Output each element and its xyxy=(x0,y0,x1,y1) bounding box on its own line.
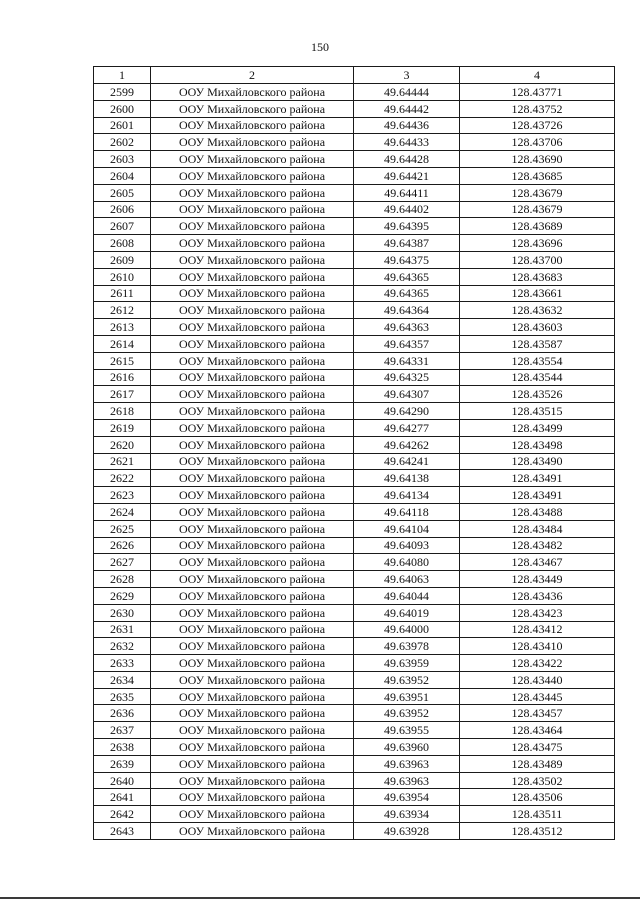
longitude-cell: 128.43696 xyxy=(460,235,615,252)
organization-cell: ООУ Михайловского района xyxy=(151,201,354,218)
organization-cell: ООУ Михайловского района xyxy=(151,302,354,319)
table-body xyxy=(94,84,615,840)
organization-cell: ООУ Михайловского района xyxy=(151,823,354,840)
longitude-cell: 128.43603 xyxy=(460,319,615,336)
latitude-cell: 49.63963 xyxy=(354,772,460,789)
longitude-cell: 128.43422 xyxy=(460,655,615,672)
table-row xyxy=(94,453,615,470)
row-number-cell: 2614 xyxy=(94,335,151,352)
organization-cell: ООУ Михайловского района xyxy=(151,403,354,420)
organization-cell: ООУ Михайловского района xyxy=(151,285,354,302)
latitude-cell: 49.63934 xyxy=(354,806,460,823)
coordinates-table-container xyxy=(93,66,615,840)
organization-cell: ООУ Михайловского района xyxy=(151,520,354,537)
organization-cell: ООУ Михайловского района xyxy=(151,655,354,672)
organization-cell: ООУ Михайловского района xyxy=(151,335,354,352)
longitude-cell: 128.43771 xyxy=(460,84,615,101)
latitude-cell: 49.63960 xyxy=(354,739,460,756)
row-number-cell: 2618 xyxy=(94,403,151,420)
organization-cell: ООУ Михайловского района xyxy=(151,352,354,369)
latitude-cell: 49.64363 xyxy=(354,319,460,336)
latitude-cell: 49.64428 xyxy=(354,151,460,168)
row-number-cell: 2605 xyxy=(94,184,151,201)
row-number-cell: 2640 xyxy=(94,772,151,789)
organization-cell: ООУ Михайловского района xyxy=(151,319,354,336)
row-number-cell: 2621 xyxy=(94,453,151,470)
longitude-cell: 128.43445 xyxy=(460,688,615,705)
row-number-cell: 2599 xyxy=(94,84,151,101)
table-row xyxy=(94,285,615,302)
organization-cell: ООУ Михайловского района xyxy=(151,739,354,756)
organization-cell: ООУ Михайловского района xyxy=(151,419,354,436)
latitude-cell: 49.64325 xyxy=(354,369,460,386)
row-number-cell: 2602 xyxy=(94,134,151,151)
organization-cell: ООУ Михайловского района xyxy=(151,235,354,252)
row-number-cell: 2628 xyxy=(94,571,151,588)
longitude-cell: 128.43700 xyxy=(460,251,615,268)
row-number-cell: 2636 xyxy=(94,705,151,722)
table-row xyxy=(94,151,615,168)
bottom-scan-edge xyxy=(0,897,640,899)
latitude-cell: 49.64433 xyxy=(354,134,460,151)
latitude-cell: 49.64421 xyxy=(354,167,460,184)
latitude-cell: 49.64080 xyxy=(354,554,460,571)
row-number-cell: 2600 xyxy=(94,100,151,117)
row-number-cell: 2630 xyxy=(94,604,151,621)
longitude-cell: 128.43752 xyxy=(460,100,615,117)
table-row xyxy=(94,621,615,638)
table-row xyxy=(94,722,615,739)
longitude-cell: 128.43423 xyxy=(460,604,615,621)
latitude-cell: 49.64138 xyxy=(354,470,460,487)
table-row xyxy=(94,571,615,588)
organization-cell: ООУ Михайловского района xyxy=(151,100,354,117)
page-number: 150 xyxy=(311,40,329,54)
longitude-cell: 128.43679 xyxy=(460,184,615,201)
row-number-cell: 2641 xyxy=(94,789,151,806)
longitude-cell: 128.43491 xyxy=(460,470,615,487)
latitude-cell: 49.63963 xyxy=(354,755,460,772)
table-row xyxy=(94,789,615,806)
table-row xyxy=(94,520,615,537)
latitude-cell: 49.64365 xyxy=(354,285,460,302)
latitude-cell: 49.64277 xyxy=(354,419,460,436)
latitude-cell: 49.64365 xyxy=(354,268,460,285)
longitude-cell: 128.43488 xyxy=(460,503,615,520)
latitude-cell: 49.63978 xyxy=(354,638,460,655)
row-number-cell: 2607 xyxy=(94,218,151,235)
latitude-cell: 49.64436 xyxy=(354,117,460,134)
longitude-cell: 128.43706 xyxy=(460,134,615,151)
row-number-cell: 2601 xyxy=(94,117,151,134)
organization-cell: ООУ Михайловского района xyxy=(151,571,354,588)
longitude-cell: 128.43683 xyxy=(460,268,615,285)
latitude-cell: 49.64019 xyxy=(354,604,460,621)
row-number-cell: 2637 xyxy=(94,722,151,739)
row-number-cell: 2643 xyxy=(94,823,151,840)
longitude-cell: 128.43440 xyxy=(460,671,615,688)
organization-cell: ООУ Михайловского района xyxy=(151,503,354,520)
latitude-cell: 49.64411 xyxy=(354,184,460,201)
table-row xyxy=(94,638,615,655)
table-row xyxy=(94,403,615,420)
table-row xyxy=(94,100,615,117)
organization-cell: ООУ Михайловского района xyxy=(151,117,354,134)
longitude-cell: 128.43689 xyxy=(460,218,615,235)
row-number-cell: 2611 xyxy=(94,285,151,302)
table-row xyxy=(94,302,615,319)
table-row xyxy=(94,823,615,840)
row-number-cell: 2625 xyxy=(94,520,151,537)
longitude-cell: 128.43554 xyxy=(460,352,615,369)
longitude-cell: 128.43685 xyxy=(460,167,615,184)
header-cell-longitude: 4 xyxy=(460,67,615,84)
table-row xyxy=(94,134,615,151)
row-number-cell: 2612 xyxy=(94,302,151,319)
row-number-cell: 2619 xyxy=(94,419,151,436)
row-number-cell: 2624 xyxy=(94,503,151,520)
row-number-cell: 2608 xyxy=(94,235,151,252)
header-cell-number: 1 xyxy=(94,67,151,84)
longitude-cell: 128.43506 xyxy=(460,789,615,806)
table-row xyxy=(94,487,615,504)
organization-cell: ООУ Михайловского района xyxy=(151,772,354,789)
organization-cell: ООУ Михайловского района xyxy=(151,671,354,688)
table-row xyxy=(94,705,615,722)
organization-cell: ООУ Михайловского района xyxy=(151,789,354,806)
organization-cell: ООУ Михайловского района xyxy=(151,537,354,554)
latitude-cell: 49.63952 xyxy=(354,671,460,688)
latitude-cell: 49.64000 xyxy=(354,621,460,638)
organization-cell: ООУ Михайловского района xyxy=(151,755,354,772)
longitude-cell: 128.43489 xyxy=(460,755,615,772)
organization-cell: ООУ Михайловского района xyxy=(151,487,354,504)
row-number-cell: 2604 xyxy=(94,167,151,184)
longitude-cell: 128.43726 xyxy=(460,117,615,134)
table-row xyxy=(94,537,615,554)
organization-cell: ООУ Михайловского района xyxy=(151,470,354,487)
organization-cell: ООУ Михайловского района xyxy=(151,722,354,739)
organization-cell: ООУ Михайловского района xyxy=(151,604,354,621)
table-row xyxy=(94,167,615,184)
row-number-cell: 2627 xyxy=(94,554,151,571)
latitude-cell: 49.63959 xyxy=(354,655,460,672)
longitude-cell: 128.43449 xyxy=(460,571,615,588)
table-row xyxy=(94,755,615,772)
longitude-cell: 128.43467 xyxy=(460,554,615,571)
organization-cell: ООУ Михайловского района xyxy=(151,167,354,184)
longitude-cell: 128.43544 xyxy=(460,369,615,386)
table-row xyxy=(94,251,615,268)
row-number-cell: 2635 xyxy=(94,688,151,705)
table-row xyxy=(94,184,615,201)
organization-cell: ООУ Михайловского района xyxy=(151,436,354,453)
longitude-cell: 128.43491 xyxy=(460,487,615,504)
organization-cell: ООУ Михайловского района xyxy=(151,251,354,268)
row-number-cell: 2603 xyxy=(94,151,151,168)
table-row xyxy=(94,436,615,453)
table-row xyxy=(94,218,615,235)
row-number-cell: 2632 xyxy=(94,638,151,655)
table-row xyxy=(94,319,615,336)
row-number-cell: 2626 xyxy=(94,537,151,554)
longitude-cell: 128.43457 xyxy=(460,705,615,722)
table-row xyxy=(94,470,615,487)
organization-cell: ООУ Михайловского района xyxy=(151,134,354,151)
longitude-cell: 128.43498 xyxy=(460,436,615,453)
latitude-cell: 49.64134 xyxy=(354,487,460,504)
latitude-cell: 49.64044 xyxy=(354,587,460,604)
organization-cell: ООУ Михайловского района xyxy=(151,218,354,235)
row-number-cell: 2633 xyxy=(94,655,151,672)
longitude-cell: 128.43587 xyxy=(460,335,615,352)
header-cell-latitude: 3 xyxy=(354,67,460,84)
table-row xyxy=(94,352,615,369)
table-row xyxy=(94,386,615,403)
longitude-cell: 128.43690 xyxy=(460,151,615,168)
table-row xyxy=(94,688,615,705)
latitude-cell: 49.64290 xyxy=(354,403,460,420)
organization-cell: ООУ Михайловского района xyxy=(151,369,354,386)
row-number-cell: 2642 xyxy=(94,806,151,823)
table-row xyxy=(94,806,615,823)
row-number-cell: 2616 xyxy=(94,369,151,386)
longitude-cell: 128.43511 xyxy=(460,806,615,823)
table-row xyxy=(94,604,615,621)
longitude-cell: 128.43490 xyxy=(460,453,615,470)
longitude-cell: 128.43679 xyxy=(460,201,615,218)
organization-cell: ООУ Михайловского района xyxy=(151,184,354,201)
organization-cell: ООУ Михайловского района xyxy=(151,587,354,604)
table-row xyxy=(94,235,615,252)
organization-cell: ООУ Михайловского района xyxy=(151,806,354,823)
latitude-cell: 49.64402 xyxy=(354,201,460,218)
table-header xyxy=(94,67,615,84)
longitude-cell: 128.43632 xyxy=(460,302,615,319)
row-number-cell: 2610 xyxy=(94,268,151,285)
latitude-cell: 49.64118 xyxy=(354,503,460,520)
organization-cell: ООУ Михайловского района xyxy=(151,554,354,571)
table-row xyxy=(94,268,615,285)
row-number-cell: 2609 xyxy=(94,251,151,268)
row-number-cell: 2639 xyxy=(94,755,151,772)
longitude-cell: 128.43412 xyxy=(460,621,615,638)
latitude-cell: 49.63955 xyxy=(354,722,460,739)
latitude-cell: 49.63951 xyxy=(354,688,460,705)
longitude-cell: 128.43410 xyxy=(460,638,615,655)
organization-cell: ООУ Михайловского района xyxy=(151,386,354,403)
longitude-cell: 128.43475 xyxy=(460,739,615,756)
organization-cell: ООУ Михайловского района xyxy=(151,621,354,638)
table-row xyxy=(94,84,615,101)
table-row xyxy=(94,739,615,756)
organization-cell: ООУ Михайловского района xyxy=(151,151,354,168)
organization-cell: ООУ Михайловского района xyxy=(151,453,354,470)
header-row xyxy=(94,67,615,84)
latitude-cell: 49.64387 xyxy=(354,235,460,252)
longitude-cell: 128.43502 xyxy=(460,772,615,789)
table-row xyxy=(94,503,615,520)
row-number-cell: 2634 xyxy=(94,671,151,688)
organization-cell: ООУ Михайловского района xyxy=(151,84,354,101)
row-number-cell: 2631 xyxy=(94,621,151,638)
latitude-cell: 49.63928 xyxy=(354,823,460,840)
latitude-cell: 49.64375 xyxy=(354,251,460,268)
longitude-cell: 128.43515 xyxy=(460,403,615,420)
longitude-cell: 128.43512 xyxy=(460,823,615,840)
row-number-cell: 2615 xyxy=(94,352,151,369)
latitude-cell: 49.64395 xyxy=(354,218,460,235)
latitude-cell: 49.64063 xyxy=(354,571,460,588)
longitude-cell: 128.43484 xyxy=(460,520,615,537)
coordinates-table xyxy=(93,66,615,840)
table-row xyxy=(94,587,615,604)
row-number-cell: 2622 xyxy=(94,470,151,487)
latitude-cell: 49.64104 xyxy=(354,520,460,537)
latitude-cell: 49.64241 xyxy=(354,453,460,470)
table-row xyxy=(94,419,615,436)
table-row xyxy=(94,655,615,672)
table-row xyxy=(94,369,615,386)
latitude-cell: 49.64364 xyxy=(354,302,460,319)
latitude-cell: 49.64307 xyxy=(354,386,460,403)
row-number-cell: 2623 xyxy=(94,487,151,504)
organization-cell: ООУ Михайловского района xyxy=(151,638,354,655)
organization-cell: ООУ Михайловского района xyxy=(151,705,354,722)
row-number-cell: 2606 xyxy=(94,201,151,218)
longitude-cell: 128.43499 xyxy=(460,419,615,436)
latitude-cell: 49.63952 xyxy=(354,705,460,722)
table-row xyxy=(94,554,615,571)
header-cell-name: 2 xyxy=(151,67,354,84)
latitude-cell: 49.64357 xyxy=(354,335,460,352)
latitude-cell: 49.63954 xyxy=(354,789,460,806)
table-row xyxy=(94,671,615,688)
latitude-cell: 49.64444 xyxy=(354,84,460,101)
latitude-cell: 49.64442 xyxy=(354,100,460,117)
longitude-cell: 128.43661 xyxy=(460,285,615,302)
table-row xyxy=(94,335,615,352)
table-row xyxy=(94,772,615,789)
organization-cell: ООУ Михайловского района xyxy=(151,268,354,285)
organization-cell: ООУ Михайловского района xyxy=(151,688,354,705)
row-number-cell: 2620 xyxy=(94,436,151,453)
table-row xyxy=(94,201,615,218)
table-row xyxy=(94,117,615,134)
row-number-cell: 2617 xyxy=(94,386,151,403)
latitude-cell: 49.64262 xyxy=(354,436,460,453)
row-number-cell: 2638 xyxy=(94,739,151,756)
longitude-cell: 128.43436 xyxy=(460,587,615,604)
latitude-cell: 49.64093 xyxy=(354,537,460,554)
row-number-cell: 2613 xyxy=(94,319,151,336)
longitude-cell: 128.43526 xyxy=(460,386,615,403)
latitude-cell: 49.64331 xyxy=(354,352,460,369)
longitude-cell: 128.43464 xyxy=(460,722,615,739)
longitude-cell: 128.43482 xyxy=(460,537,615,554)
row-number-cell: 2629 xyxy=(94,587,151,604)
